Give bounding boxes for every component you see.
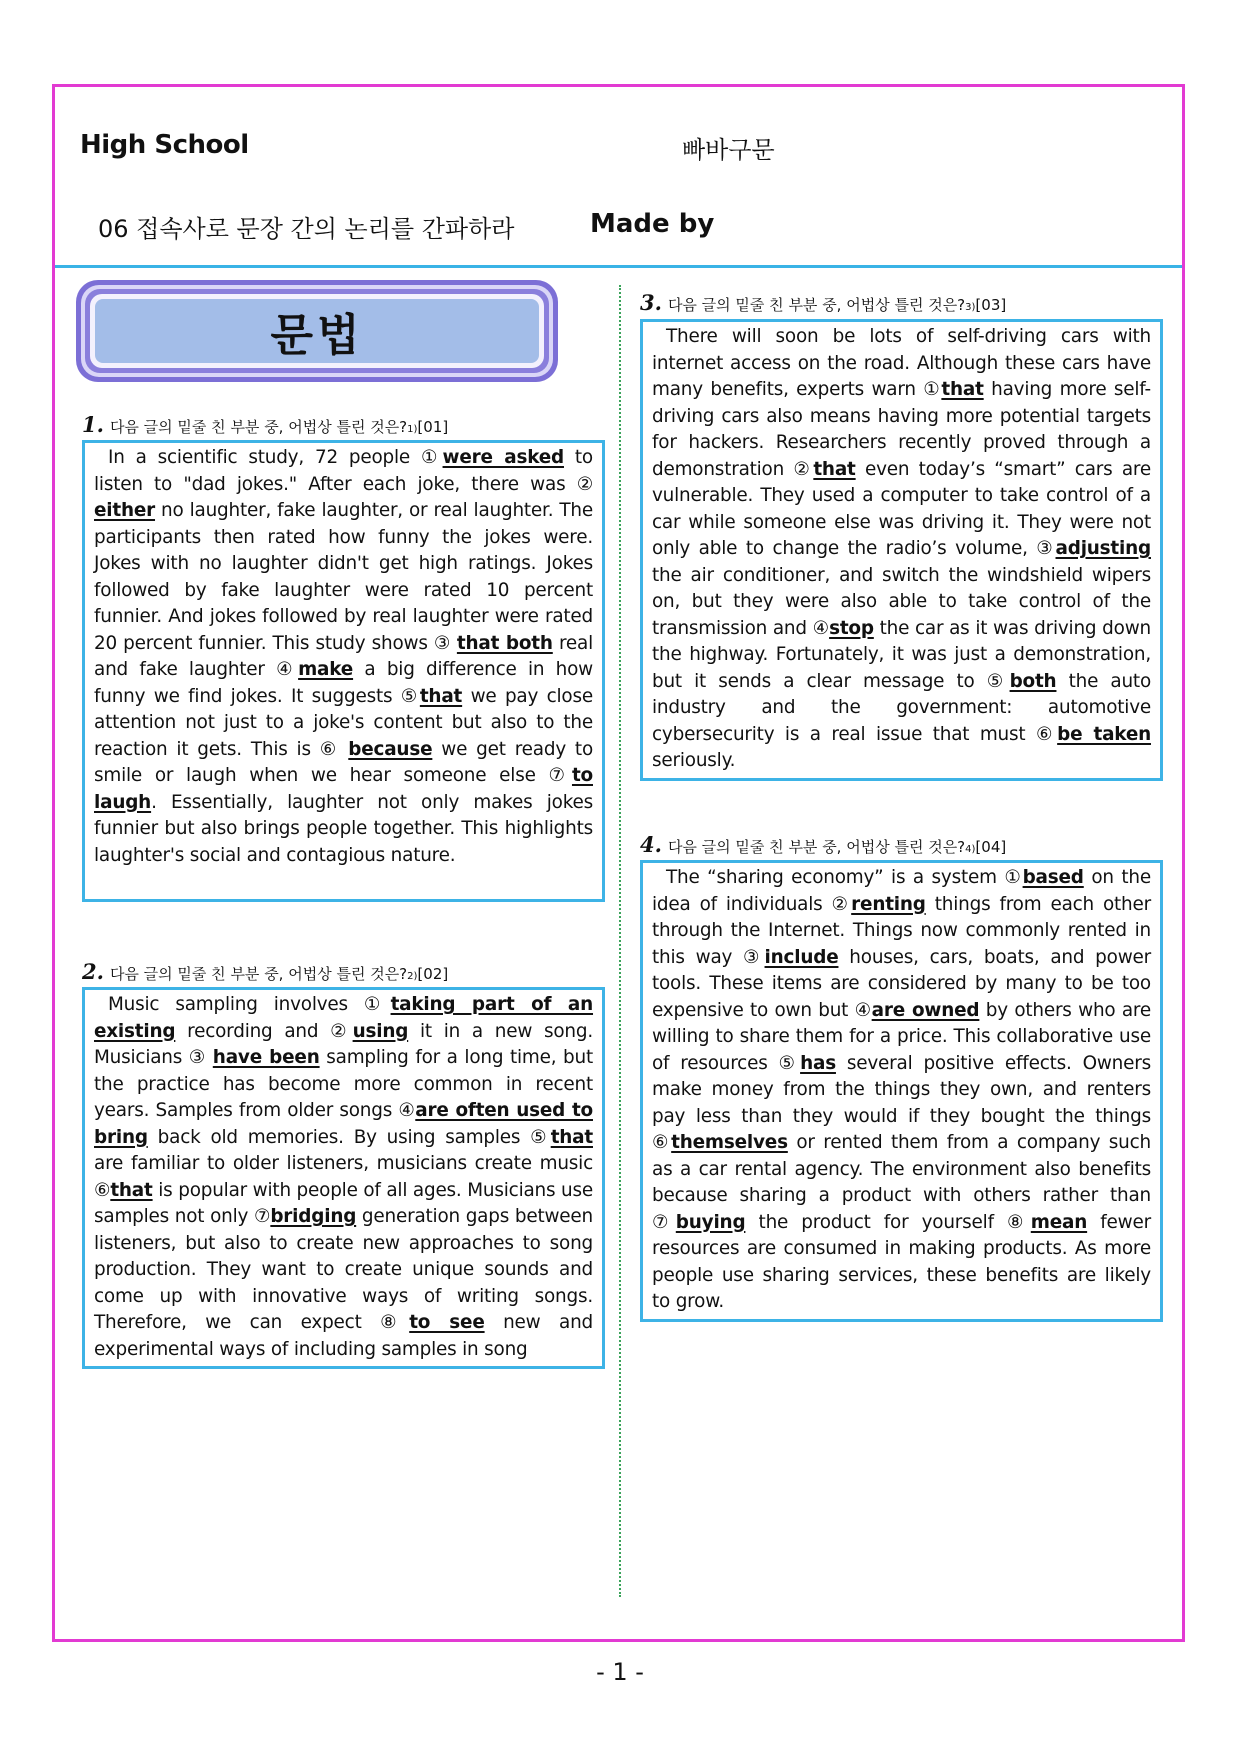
question-number: 1. (82, 412, 104, 437)
question-prompt: 다음 글의 밑줄 친 부분 중, 어법상 틀린 것은? (109, 418, 408, 436)
underlined-option: because (348, 738, 433, 760)
underlined-option: themselves (671, 1132, 788, 1153)
underlined-option: bridging (270, 1206, 357, 1227)
question-3-passage (640, 319, 1163, 781)
underlined-option: using (352, 1020, 409, 1042)
question-prompt: 다음 글의 밑줄 친 부분 중, 어법상 틀린 것은? (667, 296, 966, 314)
section-title: 문법 (270, 310, 364, 361)
question-number: 3. (640, 290, 662, 315)
passage-text: Music sampling involves ①taking part of an existing recording and ②using it in a new song. Musicians ③ have been sampling for a long time, but the practice has become more common in recent years. Samples from older songs ④are often used to bring back old memories. By using samples ⑤that are familiar to older listeners, musicians create music ⑥that is popular with people of all ages. Musicians use samples not only ⑦bridging generation gaps between listeners, but also to create new approaches to song production. They want to create unique sounds and come up with innovative ways of writing songs. Therefore, we can expect ⑧to see new and experimental ways of including samples in song (94, 994, 594, 1360)
underlined-option: are often used to bring (94, 1100, 593, 1148)
underlined-option: either (94, 500, 156, 521)
passage-text: The “sharing economy” is a system ①based on the idea of individuals ②renting things from each other through the Internet. Things now commonly rented in this way ③include houses, cars, boats, and power tools. These items are considered by many to be too expensive to own but ④are owned by others who are willing to share them for a price. This collaborative use of resources ⑤has several positive effects. Owners make money from the things they own, and renters pay less than they would if they bought the things ⑥themselves or rented them from a company such as a car rental agency. The environment also benefits because sharing a product with others rather than ⑦buying the product for yourself ⑧mean fewer resources are consumed in making products. As more people use sharing services, these benefits are likely to grow. (652, 867, 1152, 1312)
underlined-option: to laugh (94, 765, 593, 813)
question-code: [04] (975, 838, 1007, 856)
footnote-marker: 3) (965, 302, 976, 313)
question-prompt: 다음 글의 밑줄 친 부분 중, 어법상 틀린 것은? (667, 838, 966, 856)
question-3-heading (640, 290, 1006, 315)
passage-text: There will soon be lots of self-driving cars with internet access on the road. Although these cars have many benefits, experts warn ①that having more self-driving cars also means having more potential targets for hackers. Researchers recently proved through a demonstration ②that even today’s “smart” cars are vulnerable. They used a computer to take control of a car while someone else was driving it. They were not only able to change the radio’s volume, ③adjusting the air conditioner, and switch the windshield wipers on, but they were also able to take control of the transmission and ④stop the car as it was driving down the highway. Fortunately, it was just a demonstration, but it sends a clear message to ⑤both the auto industry and the government: automotive cybersecurity is a real issue that must ⑥be taken seriously. (652, 326, 1151, 771)
underlined-option: has (800, 1052, 836, 1074)
footnote-marker: 4) (965, 844, 976, 855)
underlined-option: renting (851, 893, 926, 915)
question-number: 2. (82, 959, 104, 984)
underlined-option: that (419, 685, 463, 707)
underlined-option: that (941, 379, 984, 400)
underlined-option: both (1009, 670, 1057, 692)
school-level: High School (80, 130, 249, 160)
underlined-option: buying (675, 1211, 746, 1233)
underlined-option: make (298, 659, 354, 680)
header-divider (55, 265, 1182, 268)
underlined-option: that (550, 1126, 593, 1148)
made-by-label: Made by (590, 209, 715, 239)
page-number: - 1 - (596, 1658, 644, 1686)
underlined-option: that (110, 1179, 153, 1201)
question-1-heading (82, 412, 448, 437)
question-4-passage (640, 860, 1163, 1322)
question-1-passage (82, 440, 605, 902)
underlined-option: to see (409, 1312, 485, 1333)
footnote-marker: 1) (407, 424, 418, 435)
underlined-option: were asked (442, 447, 564, 468)
question-2-passage (82, 987, 605, 1369)
underlined-option: based (1022, 867, 1084, 888)
underlined-option: mean (1030, 1211, 1088, 1233)
question-code: [03] (975, 296, 1007, 314)
underlined-option: include (764, 946, 839, 968)
question-code: [01] (417, 418, 449, 436)
column-divider (619, 285, 621, 1597)
question-code: [02] (417, 965, 449, 983)
underlined-option: adjusting (1055, 538, 1151, 559)
question-4-heading (640, 832, 1006, 857)
underlined-option: be taken (1057, 723, 1151, 745)
section-title-badge (76, 280, 558, 382)
chapter-title: 06 접속사로 문장 간의 논리를 간파하라 (98, 215, 515, 243)
underlined-option: are owned (871, 999, 980, 1021)
underlined-option: that (813, 458, 856, 480)
underlined-option: taking part of an existing (94, 994, 594, 1042)
series-title: 빠바구문 (682, 136, 775, 164)
underlined-option: have been (212, 1047, 320, 1068)
passage-text: In a scientific study, 72 people ①were asked to listen to "dad jokes." After each joke, there was ② either no laughter, fake laughter, or real laughter. The participants then rated how funny the jokes were. Jokes with no laughter didn't get high ratings. Jokes followed by fake laughter were rated 10 percent funnier. And jokes followed by real laughter were rated 20 percent funnier. This study shows ③ that both real and fake laughter ④make a big difference in how funny we find jokes. It suggests ⑤that we pay close attention not just to a joke's content but also to the reaction it gets. This is ⑥ because we get ready to smile or laugh when we hear someone else ⑦to laugh. Essentially, laughter not only makes jokes funnier but also brings people together. This highlights laughter's social and contagious nature. (94, 447, 593, 866)
question-2-heading (82, 959, 448, 984)
question-prompt: 다음 글의 밑줄 친 부분 중, 어법상 틀린 것은? (109, 965, 408, 983)
underlined-option: stop (829, 617, 874, 639)
question-number: 4. (640, 832, 662, 857)
underlined-option: that both (456, 632, 553, 654)
footnote-marker: 2) (407, 971, 418, 982)
